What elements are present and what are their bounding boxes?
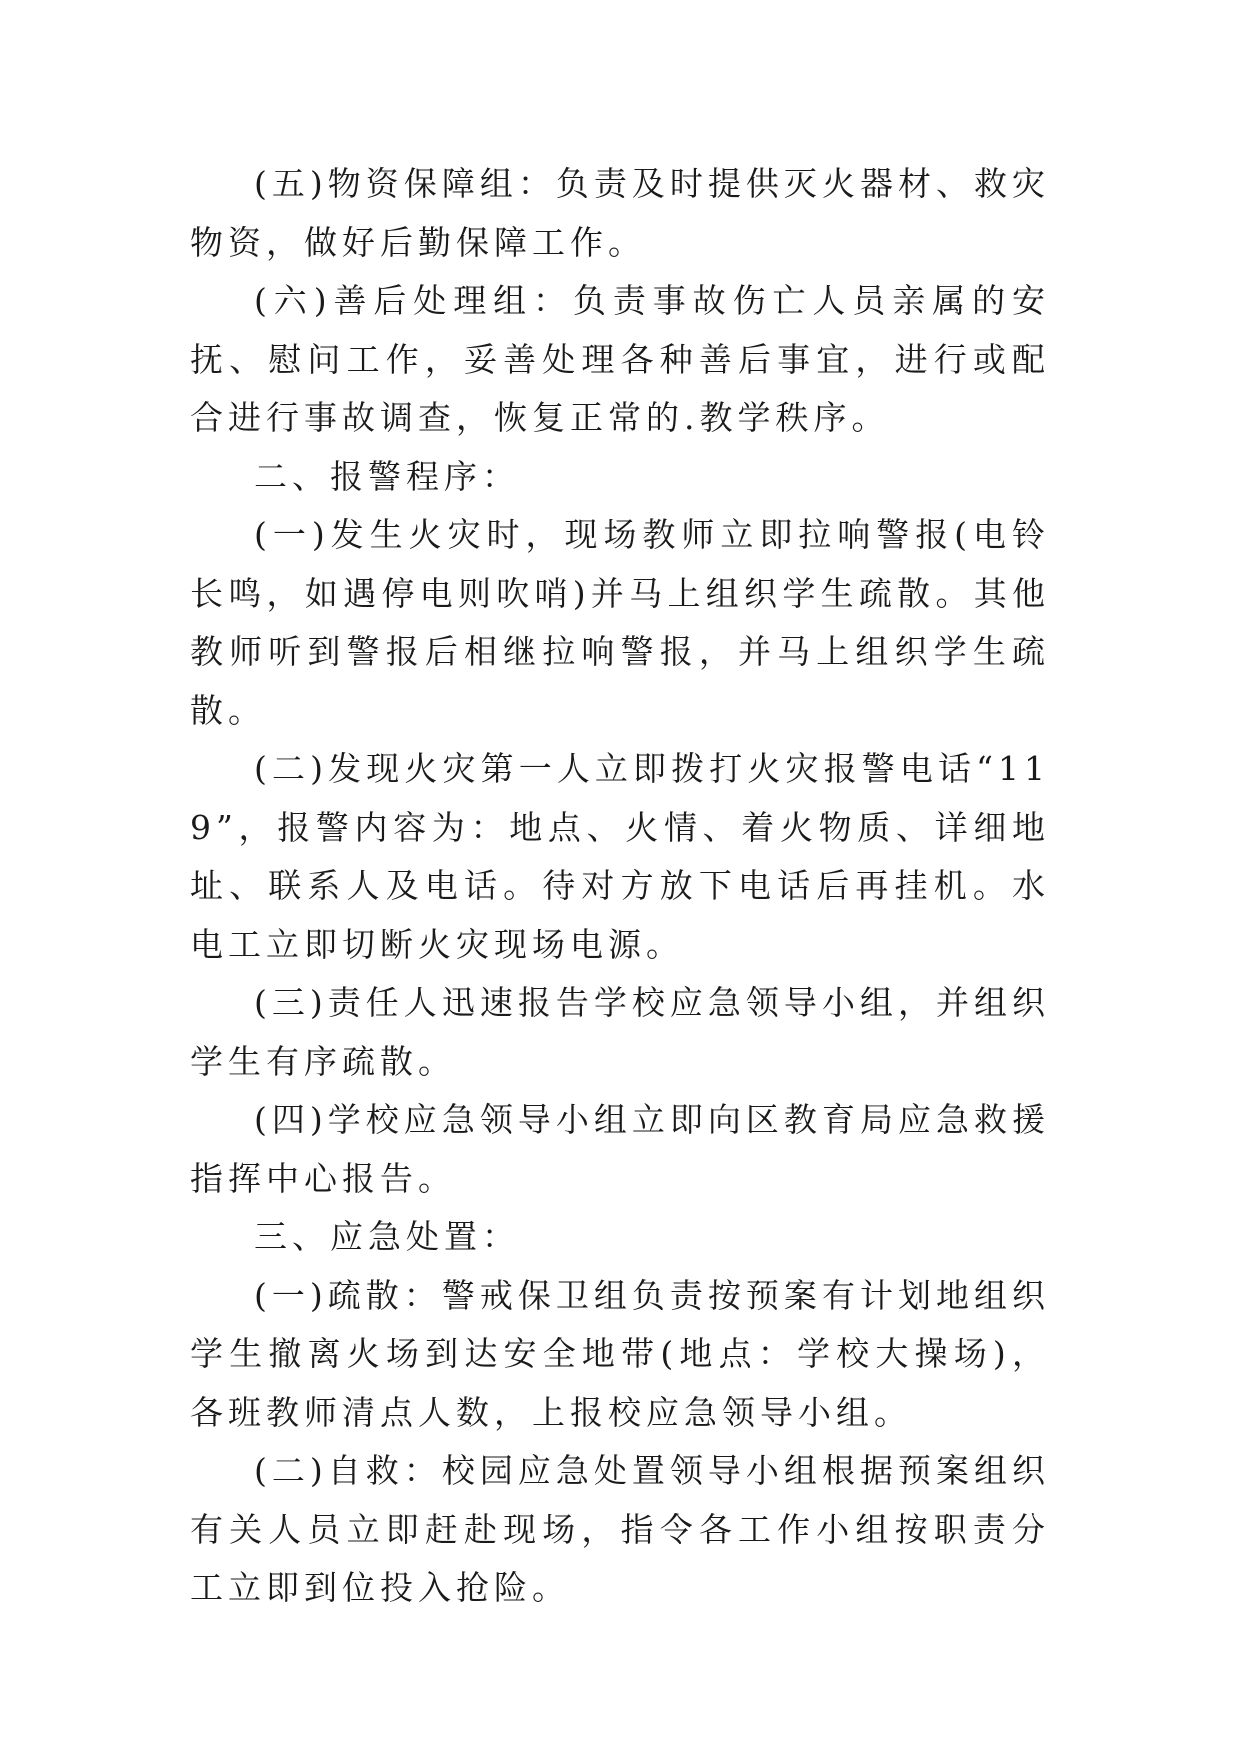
- paragraph-alarm-step-1: (一)发生火灾时，现场教师立即拉响警报(电铃长鸣，如遇停电则吹哨)并马上组织学生疏散。其他教师听到警报后相继拉响警报，并马上组织学生疏散。: [190, 515, 1050, 730]
- paragraph-aftermath-group: (六)善后处理组：负责事故伤亡人员亲属的安抚、慰问工作，妥善处理各种善后事宜，进行或配合进行事故调查，恢复正常的.教学秩序。: [190, 281, 1050, 437]
- document-body: [190, 155, 1050, 1618]
- paragraph-self-rescue: (二)自救：校园应急处置领导小组根据预案组织有关人员立即赶赴现场，指令各工作小组按职责分工立即到位投入抢险。: [190, 1451, 1050, 1607]
- paragraph-evacuation: (一)疏散：警戒保卫组负责按预案有计划地组织学生撤离火场到达安全地带(地点：学校大操场)，各班教师清点人数，上报校应急领导小组。: [190, 1275, 1050, 1432]
- paragraph-alarm-step-3: (三)责任人迅速报告学校应急领导小组，并组织学生有序疏散。: [190, 983, 1050, 1081]
- heading-alarm-procedure: 二、报警程序：: [254, 456, 520, 496]
- paragraph-alarm-step-4: (四)学校应急领导小组立即向区教育局应急救援指挥中心报告。: [190, 1100, 1050, 1198]
- heading-emergency-response: 三、应急处置：: [254, 1217, 520, 1256]
- paragraph-material-support-group: (五)物资保障组：负责及时提供灭火器材、救灾物资，做好后勤保障工作。: [190, 164, 1050, 262]
- paragraph-alarm-step-2: (二)发现火灾第一人立即拨打火灾报警电话“119”，报警内容为：地点、火情、着火物质、详细地址、联系人及电话。待对方放下电话后再挂机。水电工立即切断火灾现场电源。: [190, 749, 1050, 964]
